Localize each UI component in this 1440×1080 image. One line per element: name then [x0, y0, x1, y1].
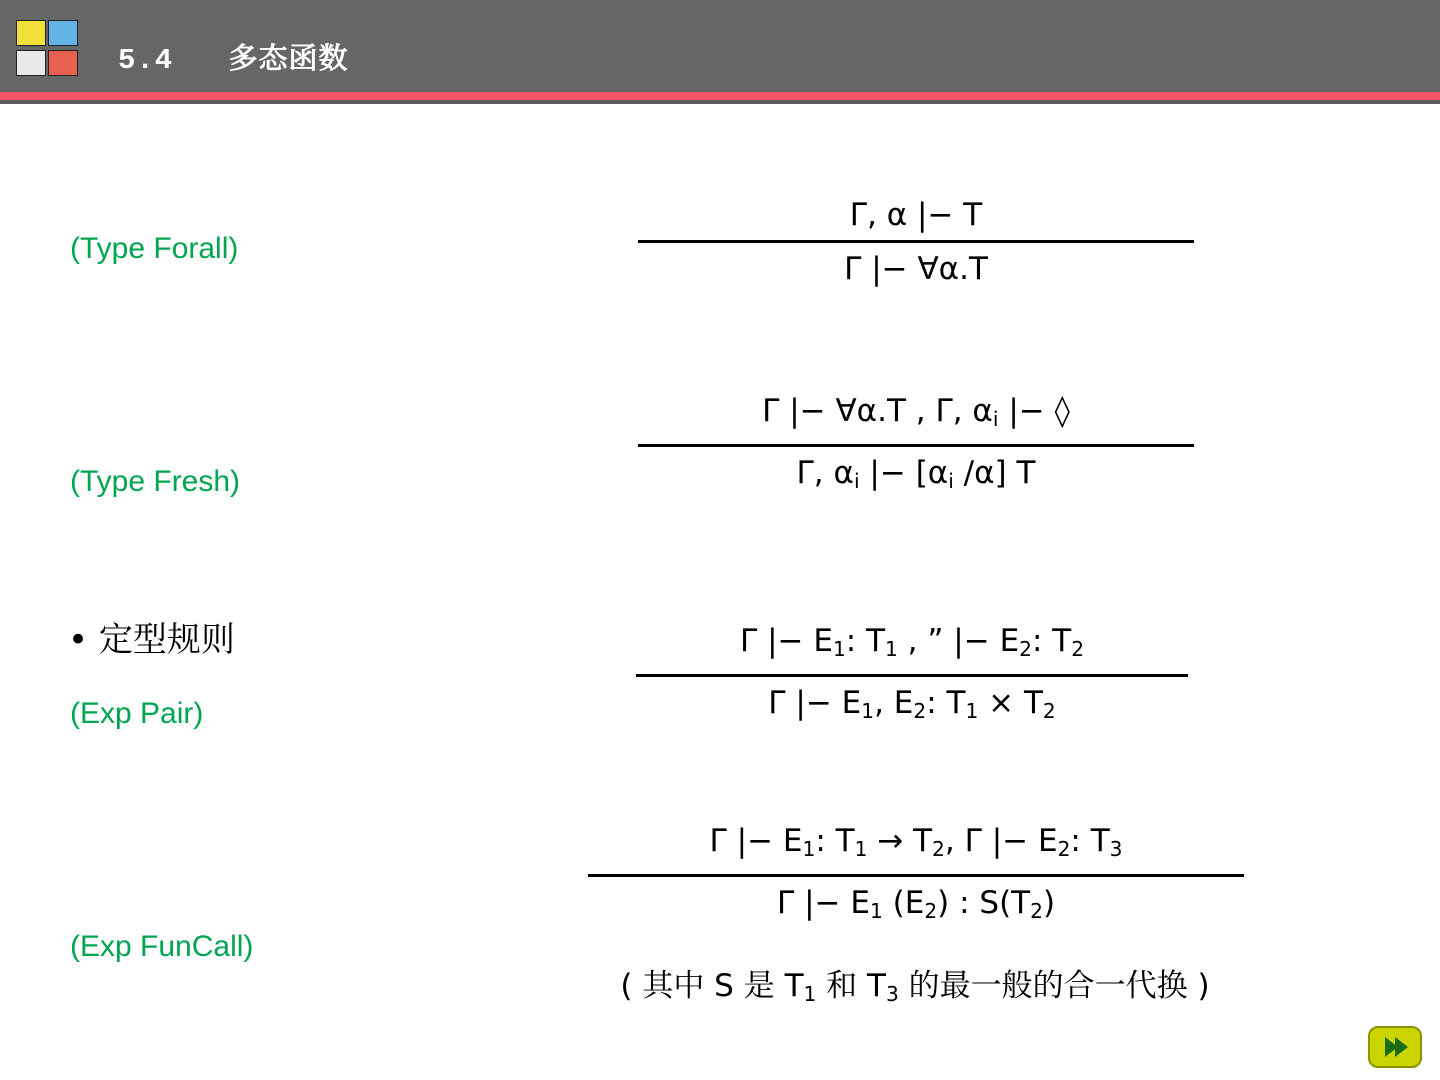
puzzle-logo-piece-4 — [48, 50, 78, 76]
rule-type-fresh-denominator: Γ, $\alpha_i$ |− [$\alpha_i$ /α] T — [796, 455, 1036, 494]
section-number: 5.4 — [118, 44, 174, 77]
chevron-right-icon — [1381, 1034, 1409, 1060]
bullet-typing-rules: • 定型规则 — [68, 620, 235, 660]
puzzle-logo — [16, 20, 84, 80]
rule-type-forall — [638, 192, 1194, 292]
rule-exp-pair-bar — [636, 674, 1188, 677]
rule-exp-pair-denominator: Γ |− $E_1$, $E_2$: $T_1 \times T_2$ — [768, 685, 1056, 724]
rule-exp-funcall-bar — [588, 874, 1244, 877]
rule-exp-funcall-note: ( 其中 S 是 $T_1$ 和 $T_3$ 的最一般的合一代换 ) — [620, 968, 1210, 1007]
rule-type-fresh-numerator: Γ |− ∀α.T , Γ, $\alpha_i$ |− ◊ — [762, 393, 1070, 432]
rule-exp-pair-numerator: Γ |− $E_1$: $T_1$ , ” |− $E_2$: $T_2$ — [739, 623, 1085, 662]
puzzle-logo-piece-3 — [16, 50, 46, 76]
rule-type-fresh — [638, 388, 1194, 504]
label-type-forall: (Type Forall) — [70, 232, 239, 265]
label-type-fresh: (Type Fresh) — [70, 465, 241, 498]
puzzle-logo-piece-1 — [16, 20, 46, 46]
rule-exp-funcall — [588, 818, 1244, 934]
label-exp-pair: (Exp Pair) — [70, 697, 204, 730]
label-exp-funcall: (Exp FunCall) — [70, 930, 254, 963]
section-title: 多态函数 — [228, 41, 349, 75]
rule-exp-funcall-denominator: Γ |− $E_1$ $(E_2)$ : $S(T_2)$ — [776, 885, 1056, 924]
puzzle-logo-piece-2 — [48, 20, 78, 46]
next-slide-button[interactable] — [1368, 1026, 1422, 1068]
page-title — [118, 36, 348, 77]
rule-type-forall-denominator: Γ |− ∀α.T — [844, 251, 988, 287]
header-accent-shadow — [0, 100, 1440, 104]
rule-type-forall-numerator: Γ, α |− T — [849, 197, 983, 233]
rule-exp-pair — [636, 618, 1188, 734]
rule-type-fresh-bar — [638, 444, 1194, 447]
rule-type-forall-bar — [638, 240, 1194, 243]
rule-exp-funcall-numerator: Γ |− $E_1$: $T_1 \to T_2$, Γ |− $E_2$: $T_3$ — [709, 823, 1123, 862]
rule-exp-funcall-note-wrap — [450, 962, 1380, 1018]
